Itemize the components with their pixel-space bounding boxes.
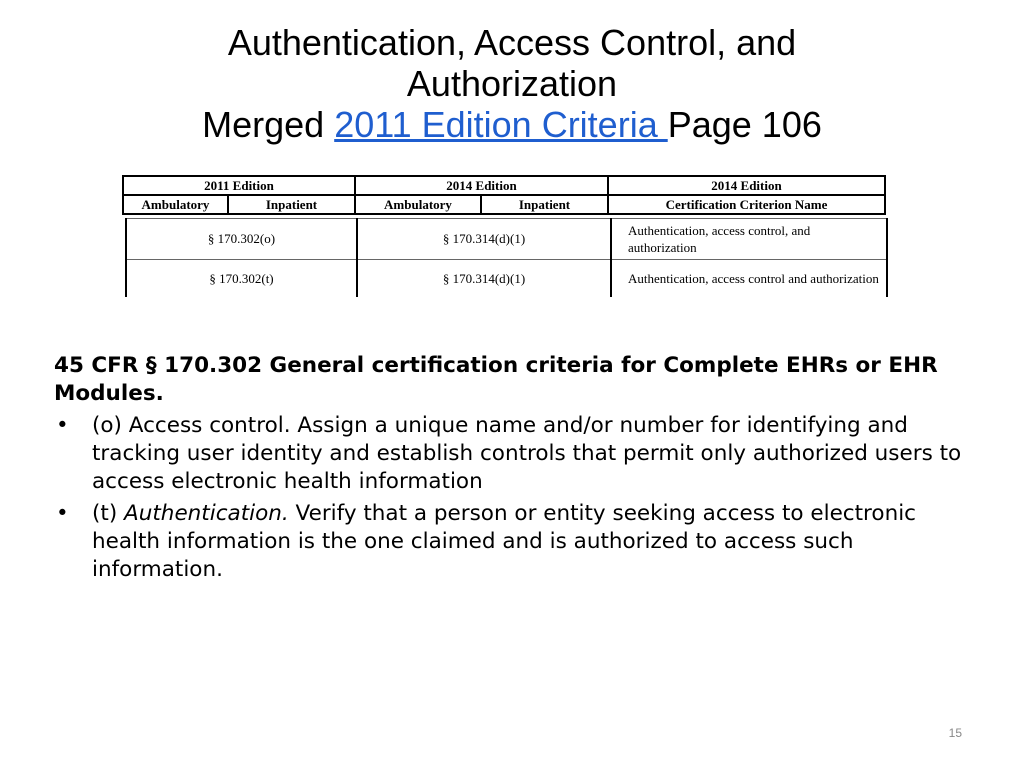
regulation-heading: 45 CFR § 170.302 General certification criteria for Complete EHRs or EHR Modules. (54, 353, 938, 406)
criteria-list (54, 412, 984, 584)
list-item-authentication (54, 500, 984, 584)
title-page: Page 106 (667, 104, 822, 145)
cell-2011-ref: § 170.302(o) (126, 219, 357, 260)
header-2014-edition: 2014 Edition (355, 176, 608, 195)
authentication-term: Authentication. (124, 501, 289, 526)
header-2011-edition: 2011 Edition (123, 176, 355, 195)
authentication-prefix: (t) (92, 501, 125, 526)
title-line-3 (0, 104, 1024, 145)
criteria-table-body (125, 218, 888, 297)
cell-criterion-name: Authentication, access control, and authorization (611, 219, 887, 260)
subheader-inpatient-2014: Inpatient (481, 195, 608, 214)
cell-2014-ref: § 170.314(d)(1) (357, 219, 611, 260)
slide-body (54, 352, 984, 588)
bullet-icon: • (56, 413, 69, 438)
title-line-1: Authentication, Access Control, and (227, 22, 797, 63)
list-item-access-control (54, 412, 984, 496)
cell-2011-ref: § 170.302(t) (126, 260, 357, 298)
cell-criterion-name: Authentication, access control and authorization (611, 260, 887, 298)
slide-title (0, 22, 1024, 145)
subheader-ambulatory-2011: Ambulatory (123, 195, 228, 214)
subheader-inpatient-2011: Inpatient (228, 195, 355, 214)
cell-2014-ref: § 170.314(d)(1) (357, 260, 611, 298)
edition-criteria-link[interactable]: 2011 Edition Criteria (334, 104, 668, 145)
table-row (126, 219, 887, 260)
subheader-ambulatory-2014: Ambulatory (355, 195, 481, 214)
criteria-table-header (122, 175, 886, 215)
access-control-text: (o) Access control. Assign a unique name and/or number for identifying and tracking user identity and establish controls that permit only authorized users to access electronic health information (92, 413, 962, 494)
title-merged: Merged (202, 104, 335, 145)
page-number: 15 (948, 726, 962, 740)
title-line-2: Authorization (406, 63, 618, 104)
subheader-criterion-name: Certification Criterion Name (608, 195, 885, 214)
table-row (126, 260, 887, 298)
authentication-text: Verify that a person or entity seeking access to electronic health information is the one claimed and is authorized to access such information. (92, 501, 916, 582)
bullet-icon: • (56, 501, 69, 526)
header-2014-edition-name: 2014 Edition (608, 176, 885, 195)
